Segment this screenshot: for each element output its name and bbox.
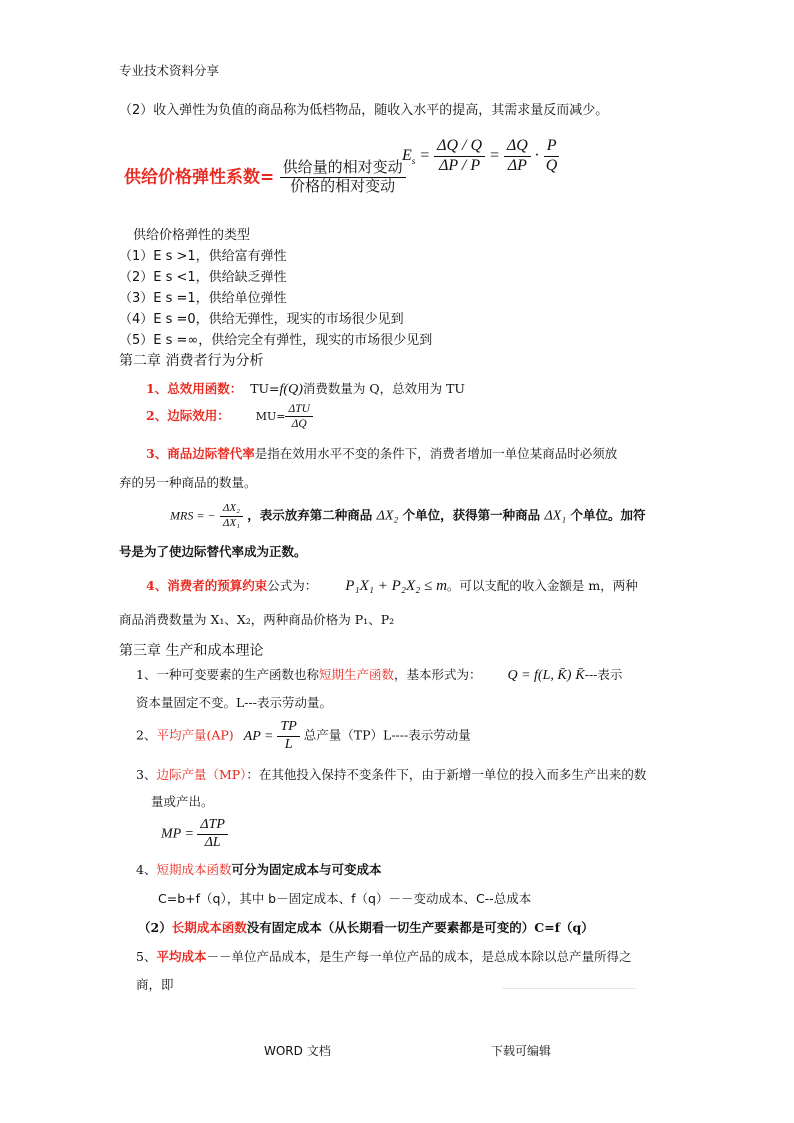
average-cost-line1: 5、平均成本－－单位产品成本，是生产每一单位产品的成本，是总成本除以总产量所得之 — [136, 949, 632, 964]
long-run-cost-term: 长期成本函数 — [171, 920, 247, 935]
supply-elasticity-formula: $E_s$ = $\frac{\Delta Q / Q}{\Delta P / P}$ = $\frac{\Delta Q}{\Delta P}$ · $\frac{P}{Q}$ — [402, 138, 560, 175]
mrs-definition-line2: 弃的另一种商品的数量。 — [119, 475, 257, 490]
average-cost-line2: 商，即 — [136, 977, 174, 992]
marginal-product-line2: 量或产出。 — [151, 794, 214, 809]
supply-types-title: 供给价格弹性的类型 — [133, 228, 251, 243]
mrs-note-line2: 号是为了使边际替代率成为正数。 — [119, 544, 307, 559]
supply-elasticity-title: 供给价格弹性系数= $\frac{\text{供给量的相对变动}}{\text{价格的相对变动}}$ — [124, 160, 406, 195]
marginal-product-line1: 3、边际产量（MP）：在其他投入保持不变条件下，由于新增一单位的投入而多生产出来的数 — [136, 767, 647, 782]
marginal-product-term: 边际产量（MP） — [156, 767, 247, 782]
page-header: 专业技术资料分享 — [119, 63, 220, 78]
short-run-cost-line: 4、短期成本函数可分为固定成本与可变成本 — [136, 862, 382, 877]
faint-divider — [502, 988, 636, 989]
supply-elasticity-term: 供给价格弹性系数 — [124, 167, 260, 188]
supply-elasticity-fraction: $\frac{\text{供给量的相对变动}}{\text{价格的相对变动}}$ — [280, 160, 406, 195]
supply-type-3: （3）E s =1，供给单位弹性 — [119, 291, 287, 306]
marginal-utility-line: 2、边际效用： MU= $\frac{\text{ΔTU}}{\Delta Q}$ — [146, 403, 313, 430]
supply-type-1: （1）E s >1，供给富有弹性 — [119, 249, 287, 264]
chapter-3-title: 第三章 生产和成本理论 — [119, 643, 264, 659]
mrs-formula-line: MRS = − $\frac{\text{ΔX₂}}{\text{ΔX₁}}$ ，表示放弃第二种商品 ΔX₂ 个单位，获得第一种商品 ΔX₁ 个单位。加符 — [170, 502, 646, 529]
mrs-term: 商品边际替代率 — [167, 446, 255, 461]
supply-type-5: （5）E s =∞，供给完全有弹性，现实的市场很少见到 — [119, 333, 433, 348]
footer-right: 下载可编辑 — [491, 1044, 552, 1058]
supply-type-2: （2）E s <1，供给缺乏弹性 — [119, 270, 287, 285]
average-product-term: 平均产量(AP) — [156, 727, 234, 743]
income-elasticity-note: （2）收入弹性为负值的商品称为低档物品，随收入水平的提高，其需求量反而减少。 — [119, 103, 609, 118]
short-run-production-line1: 1、一种可变要素的生产函数也称短期生产函数，基本形式为： Q = f(L, K̄) K̄---表示 — [136, 667, 623, 683]
budget-constraint-line2: 商品消费数量为 X₁、X₂，两种商品价格为 P₁、P₂ — [119, 612, 395, 627]
average-cost-term: 平均成本 — [156, 949, 207, 964]
cost-formula-line: C=b+f（q），其中 b－固定成本、f（q）－－变动成本、C--总成本 — [158, 891, 532, 906]
total-utility-line: 1、总效用函数： TU=f(Q)消费数量为 Q，总效用为 TU — [146, 381, 465, 397]
supply-type-4: （4）E s =0，供给无弹性，现实的市场很少见到 — [119, 312, 404, 327]
mrs-definition-line1: 3、商品边际替代率是指在效用水平不变的条件下，消费者增加一单位某商品时必须放 — [146, 446, 618, 461]
short-run-production-line2: 资本量固定不变。L---表示劳动量。 — [136, 695, 332, 710]
short-run-production-term: 短期生产函数 — [318, 667, 394, 682]
average-product-line: 2、平均产量(AP) AP = $\frac{TP}{L}$ 总产量（TP）L----表示劳动量 — [136, 719, 471, 752]
budget-constraint-line1: 4、消费者的预算约束公式为： P₁X₁ + P₂X₂ ≤ m。可以支配的收入金额是 m，两种 — [146, 578, 638, 594]
short-run-cost-term: 短期成本函数 — [156, 862, 232, 877]
chapter-2-title: 第二章 消费者行为分析 — [119, 353, 264, 369]
budget-constraint-term: 消费者的预算约束 — [167, 578, 268, 593]
footer-left: WORD 文档 — [264, 1044, 331, 1058]
mp-formula: MP = $\frac{\text{ΔTP}}{\Delta L}$ — [161, 818, 228, 850]
long-run-cost-line: （2）长期成本函数没有固定成本（从长期看一切生产要素都是可变的）C=f（q） — [138, 920, 594, 935]
